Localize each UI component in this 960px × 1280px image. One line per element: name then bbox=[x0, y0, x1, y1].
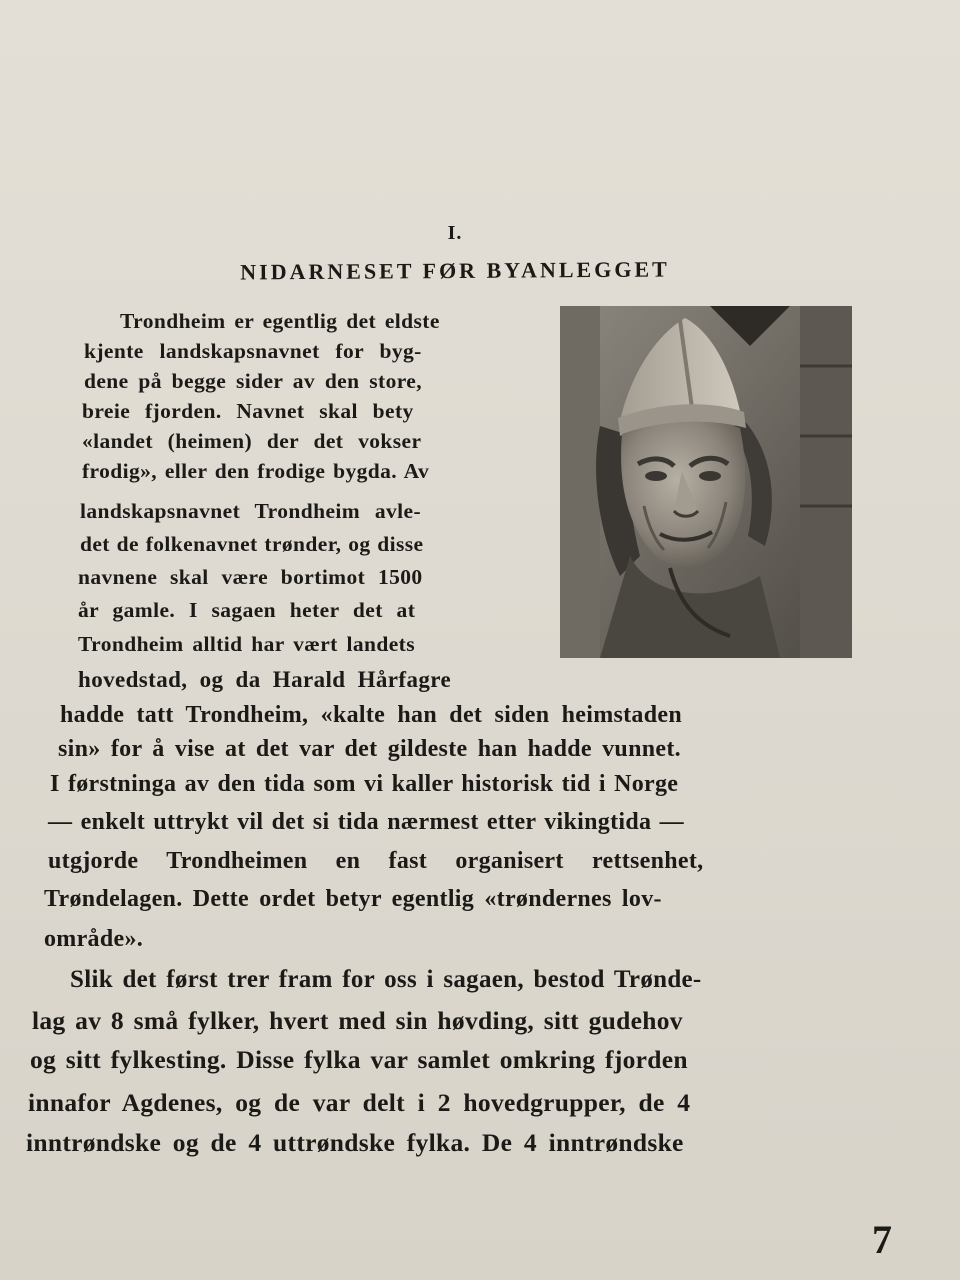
body-line: Trondheim er egentlig det eldste bbox=[120, 309, 440, 333]
carved-stone-head-image bbox=[560, 306, 852, 658]
body-line: det de folkenavnet trønder, og disse bbox=[80, 532, 424, 556]
body-line: og sitt fylkesting. Disse fylka var samlet omkring fjorden bbox=[30, 1045, 688, 1074]
body-line: inntrøndske og de 4 uttrøndske fylka. De 4 inntrøndske bbox=[26, 1128, 684, 1157]
body-line: lag av 8 små fylker, hvert med sin høvding, sitt gudehov bbox=[32, 1006, 683, 1035]
body-line: Trondheim alltid har vært landets bbox=[78, 632, 415, 656]
body-line: innafor Agdenes, og de var delt i 2 hovedgrupper, de 4 bbox=[28, 1088, 691, 1117]
chapter-title: NIDARNESET FØR BYANLEGGET bbox=[240, 256, 670, 285]
body-line: år gamle. I sagaen heter det at bbox=[78, 598, 416, 622]
body-line: Trøndelagen. Dette ordet betyr egentlig «trøndernes lov- bbox=[44, 886, 662, 912]
body-line: kjente landskapsnavnet for byg- bbox=[84, 339, 422, 363]
body-line: hovedstad, og da Harald Hårfagre bbox=[78, 667, 452, 692]
body-line: Slik det først trer fram for oss i sagaen, bestod Trønde- bbox=[70, 966, 702, 993]
body-line: «landet (heimen) der det vokser bbox=[82, 429, 422, 453]
body-line: frodig», eller den frodige bygda. Av bbox=[82, 459, 430, 483]
body-line: navnene skal være bortimot 1500 bbox=[78, 565, 423, 589]
body-line: dene på begge sider av den store, bbox=[84, 369, 423, 393]
body-line: breie fjorden. Navnet skal bety bbox=[82, 399, 414, 423]
body-line: landskapsnavnet Trondheim avle- bbox=[80, 499, 422, 523]
page-number: 7 bbox=[872, 1217, 892, 1262]
chapter-number: I. bbox=[447, 222, 463, 244]
body-line: område». bbox=[44, 926, 144, 952]
body-line: I førstninga av den tida som vi kaller historisk tid i Norge bbox=[50, 771, 679, 797]
body-line: hadde tatt Trondheim, «kalte han det siden heimstaden bbox=[60, 702, 682, 728]
body-line: — enkelt uttrykt vil det si tida nærmest etter vikingtida — bbox=[48, 809, 684, 835]
body-line: utgjorde Trondheimen en fast organisert rettsenhet, bbox=[48, 848, 704, 874]
body-line: sin» for å vise at det var det gildeste han hadde vunnet. bbox=[58, 736, 681, 762]
